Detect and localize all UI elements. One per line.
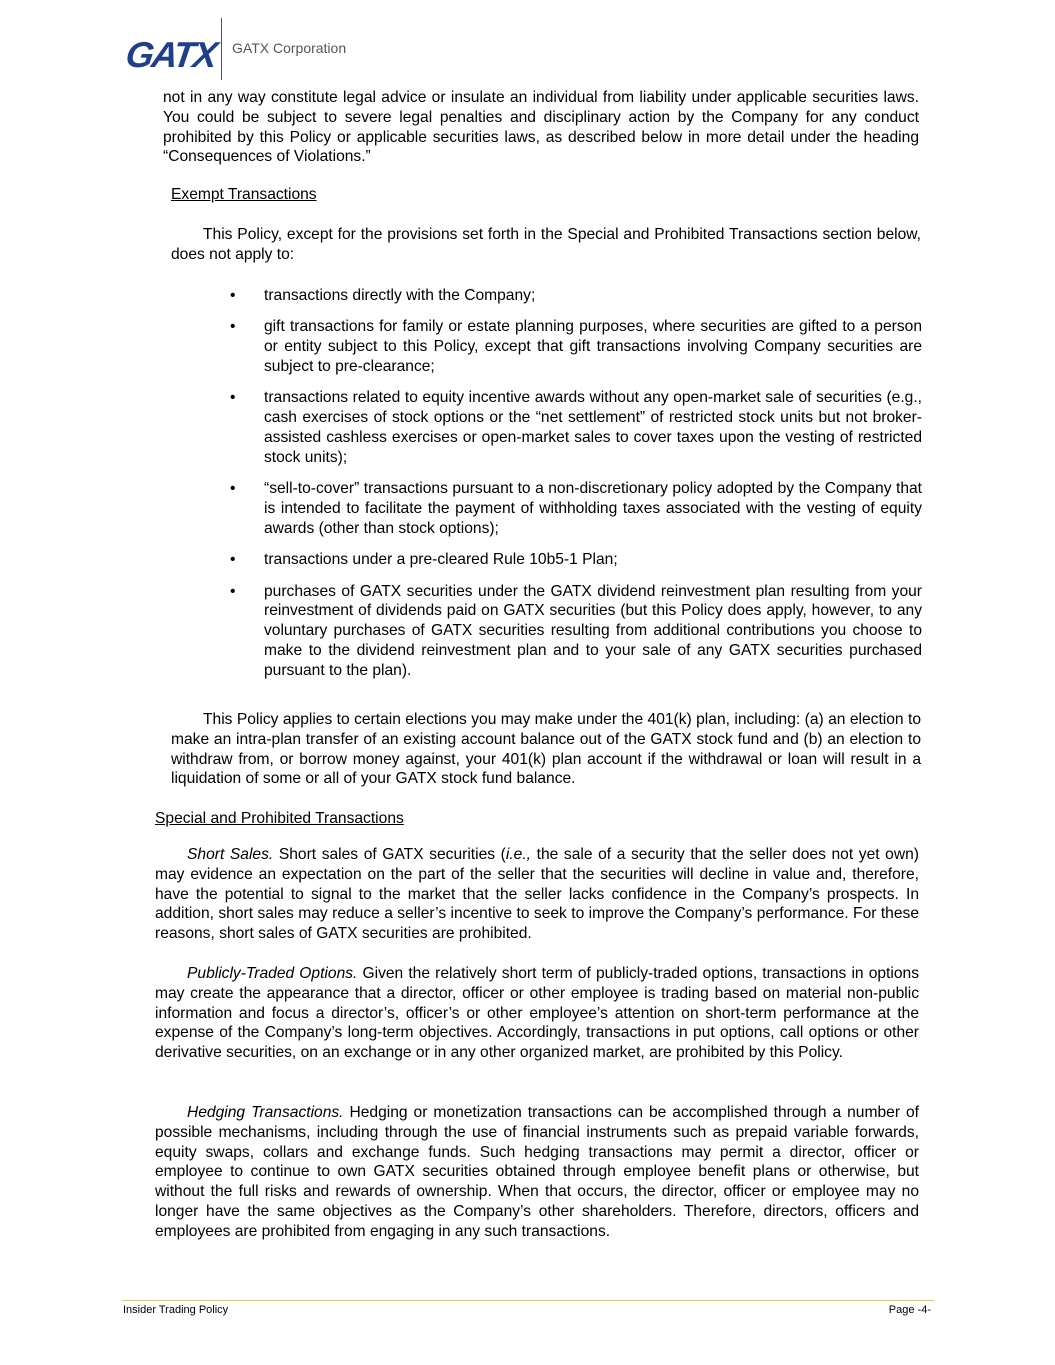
list-item: • purchases of GATX securities under the GATX dividend reinvestment plan resulting from your reinvestment of dividends paid on GATX securities (but this Policy does apply, however, to any voluntary purchases of GATX securities resulting from additional contributions you choose to make to the dividend reinvestment plan and to your sale of any GATX securities purchased pursuant to the plan). [230, 582, 922, 679]
logo-divider [221, 18, 222, 80]
exempt-transactions-heading: Exempt Transactions [171, 186, 317, 203]
exempt-lead-paragraph: This Policy, except for the provisions set forth in the Special and Prohibited Transactions section below, does not apply to: [171, 226, 921, 263]
bullet-icon: • [230, 318, 236, 336]
bullet-icon: • [230, 582, 236, 600]
list-item: • gift transactions for family or estate planning purposes, where securities are gifted to a person or entity subject to this Policy, except that gift transactions involving Company securities are subject to pre-clearance; [230, 318, 922, 375]
short-sales-title: Short Sales. [187, 846, 274, 863]
page-number: Page -4- [888, 1304, 931, 1316]
hedging-paragraph: Hedging Transactions. Hedging or monetization transactions can be accomplished through a number of possible mechanisms, including through the use of financial instruments such as prepaid variable forwards, equity swaps, collars and exchange funds. Such hedging transactions may permit a director, officer or employee to continue to own GATX securities obtained through employee benefit plans or otherwise, but without the full risks and rewards of ownership. When that occurs, the director, officer or employee may no longer have the same objectives as the Company’s other shareholders. Therefore, directors, officers and employees are prohibited from engaging in any such transactions. [155, 1104, 919, 1240]
list-item: • “sell-to-cover” transactions pursuant to a non-discretionary policy adopted by the Company that is intended to facilitate the payment of withholding taxes associated with the vesting of equity awards (other than stock options); [230, 480, 922, 537]
options-paragraph: Publicly-Traded Options. Given the relatively short term of publicly-traded options, transactions in options may create the appearance that a director, officer or other employee is trading based on material non-public information and focus a director’s, officer’s or other employee’s attention on short-term performance at the expense of the Company’s long-term objectives. Accordingly, transactions in put options, call options or other derivative securities, on an exchange or in any other organized market, are prohibited by this Policy. [155, 965, 919, 1062]
list-item: • transactions related to equity incentive awards without any open-market sale of securities (e.g., cash exercises of stock options or the “net settlement” of restricted stock units but not broker-assisted cashless exercises or open-market sales to cover taxes upon the vesting of restricted stock units); [230, 389, 922, 466]
options-title: Publicly-Traded Options. [187, 965, 358, 982]
bullet-icon: • [230, 389, 236, 407]
exempt-list [230, 286, 922, 692]
intro-paragraph: not in any way constitute legal advice or insulate an individual from liability under applicable securities laws. You could be subject to severe legal penalties and disciplinary action by the Company for any conduct prohibited by this Policy or applicable securities laws, as described below in more detail under the heading “Consequences of Violations.” [163, 89, 919, 166]
footer-rule [122, 1300, 934, 1301]
bullet-icon: • [230, 287, 236, 304]
list-item: • transactions directly with the Company; [230, 287, 536, 304]
plan-paragraph: This Policy applies to certain elections you may make under the 401(k) plan, including: (a) an election to make an intra-plan transfer of an existing account balance out of the GATX stock fund and (b) an election to withdraw from, or borrow money against, your 401(k) plan account if the withdrawal or loan will result in a liquidation of some or all of your GATX stock fund balance. [171, 711, 921, 788]
short-sales-paragraph: Short Sales. Short sales of GATX securities (i.e., the sale of a security that the seller does not yet own) may evidence an expectation on the part of the seller that the securities will decline in value and, therefore, have the potential to signal to the market that the seller lacks confidence in the Company’s prospects. In addition, short sales may reduce a seller’s incentive to seek to improve the Company’s performance. For these reasons, short sales of GATX securities are prohibited. [155, 846, 919, 943]
bullet-icon: • [230, 551, 236, 569]
special-transactions-heading: Special and Prohibited Transactions [155, 810, 404, 827]
hedging-title: Hedging Transactions. [187, 1104, 344, 1121]
list-item: • transactions under a pre-cleared Rule 10b5-1 Plan; [230, 551, 618, 569]
bullet-icon: • [230, 480, 236, 498]
company-name: GATX Corporation [232, 40, 347, 56]
logo-mark: GATX [123, 34, 219, 75]
footer-title: Insider Trading Policy [123, 1304, 229, 1316]
